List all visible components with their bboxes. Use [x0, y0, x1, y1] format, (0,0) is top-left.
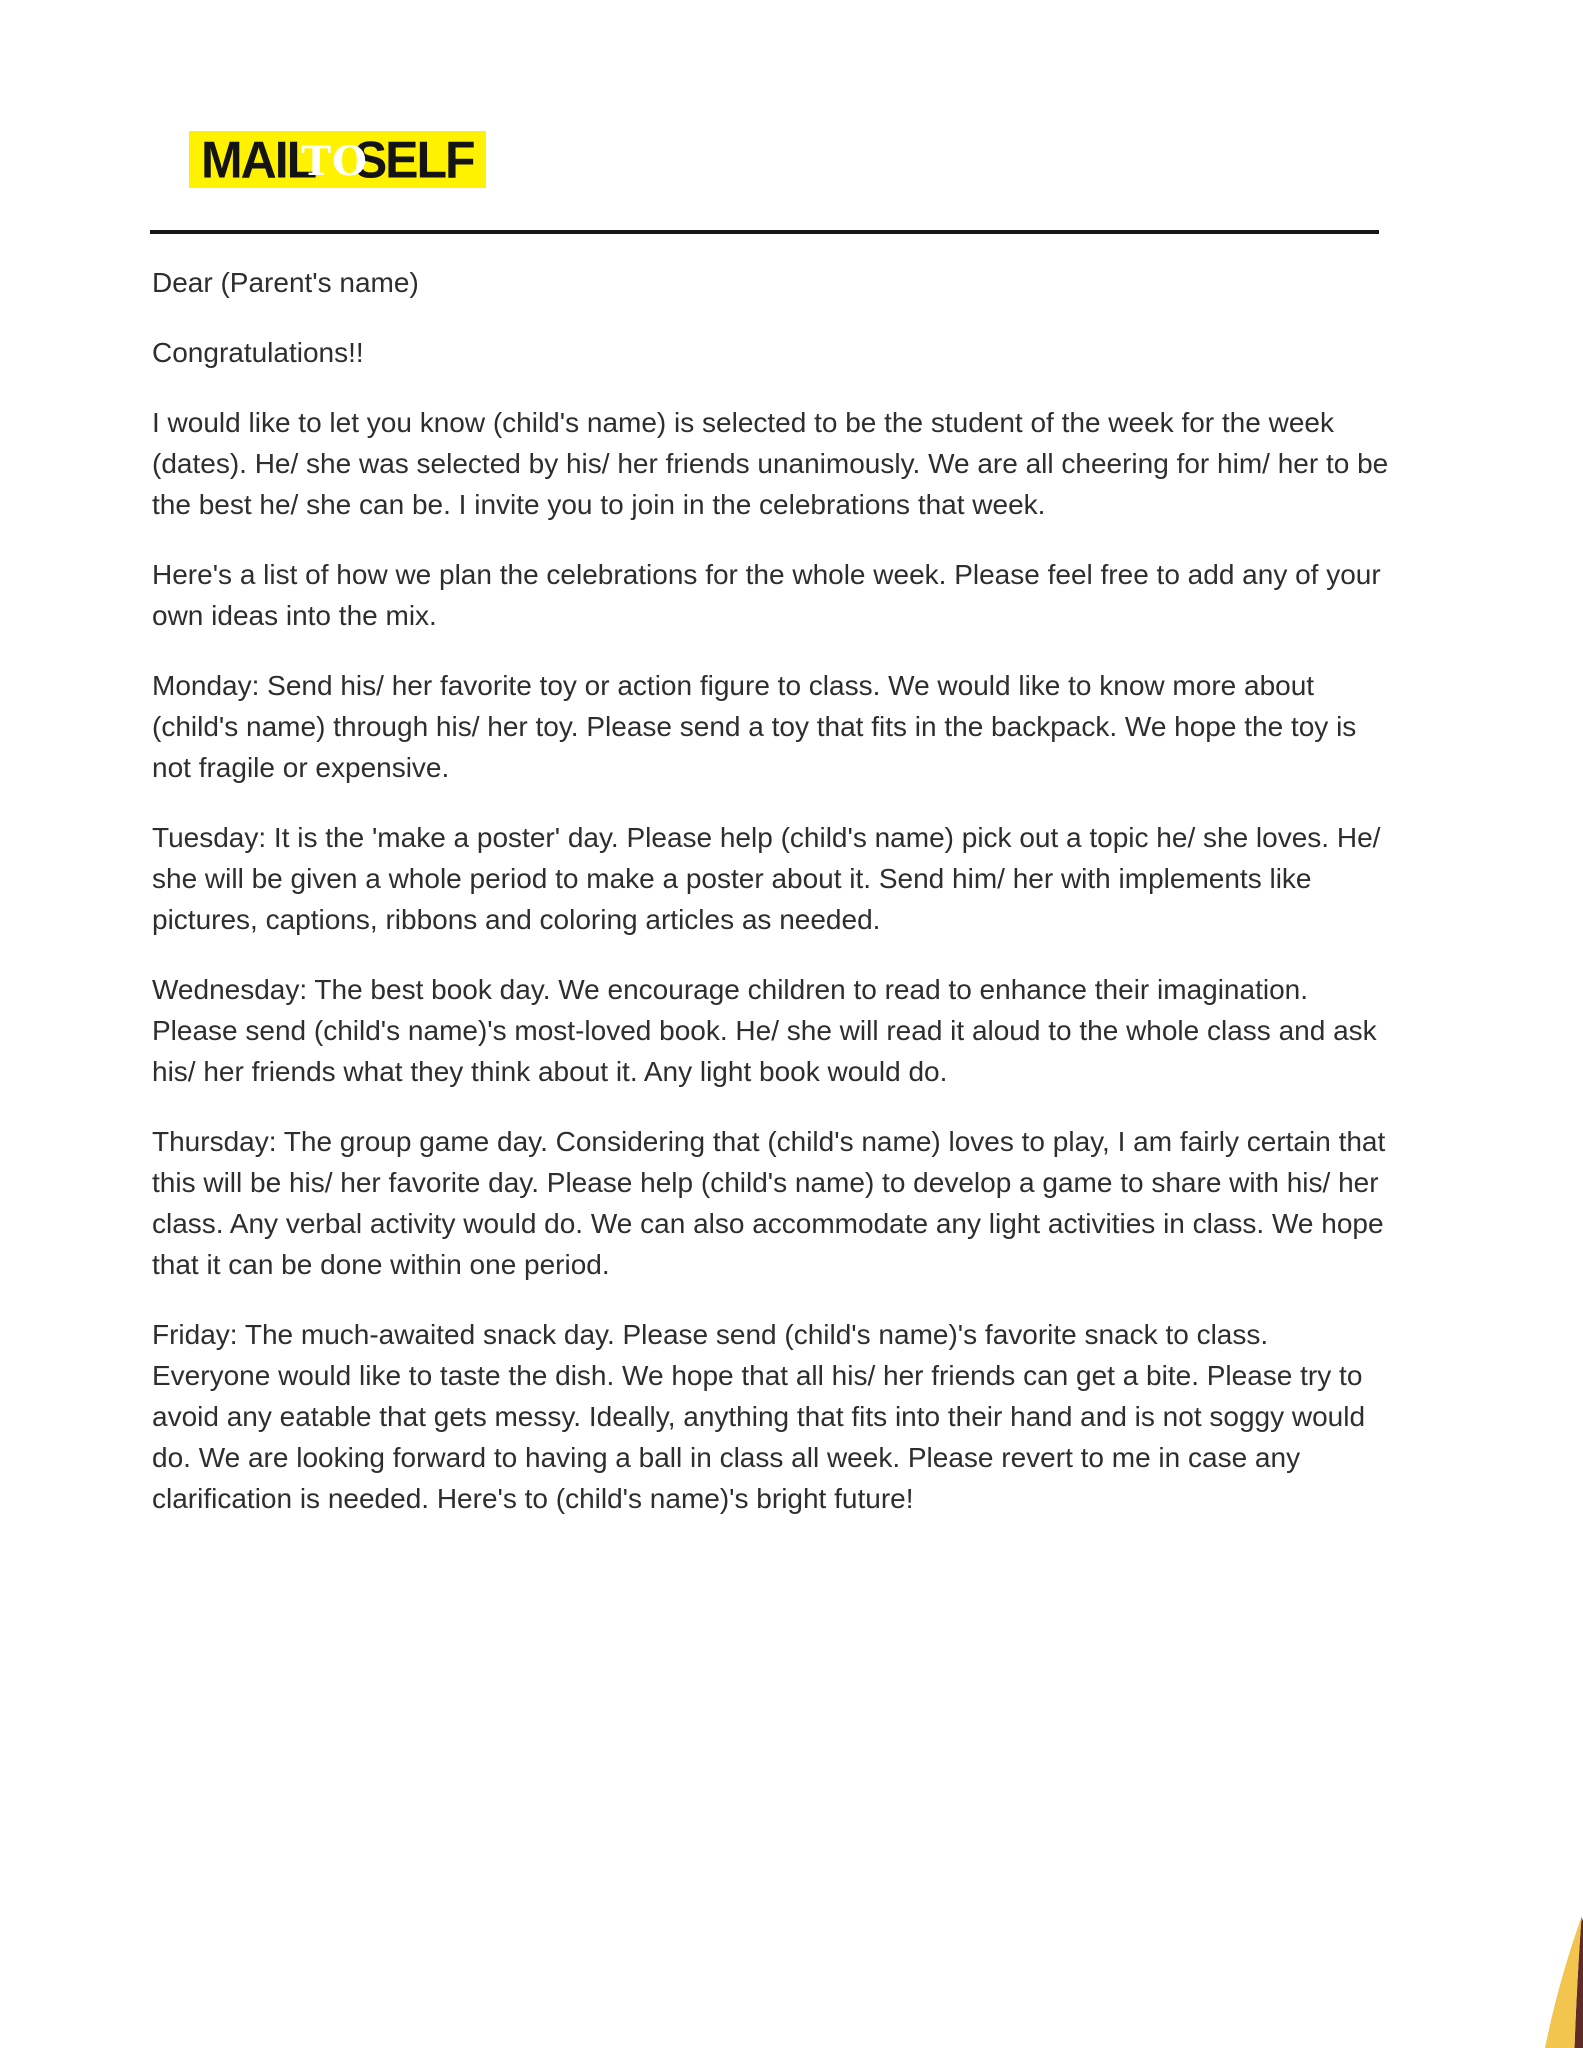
logo-word-mail: MAIL: [201, 130, 316, 189]
paragraph-monday: Monday: Send his/ her favorite toy or action figure to class. We would like to know more about (child's name) through his/ her toy. Please send a toy that fits in the backpack. We hope the toy is not fragile or expensive.: [152, 670, 1357, 783]
salutation: Dear (Parent's name): [152, 267, 419, 298]
paragraph-thursday: Thursday: The group game day. Considering that (child's name) loves to play, I am fairly certain that this will be his/ her favorite day. Please help (child's name) to develop a game to share with his/ her class. Any verbal activity would do. We can also accommodate any light activities in class. We hope that it can be done within one period.: [152, 1126, 1386, 1280]
logo-word-to: TO: [301, 137, 368, 185]
corner-swoosh-decoration: [1520, 1905, 1583, 2048]
logo-word-self: SELF: [353, 130, 474, 189]
mail-to-self-logo: [189, 131, 486, 188]
paragraph-friday: Friday: The much-awaited snack day. Please send (child's name)'s favorite snack to class. Everyone would like to taste the dish. We hope that all his/ her friends can get a bite. Please try to avoid any eatable that gets messy. Ideally, anything that fits into their hand and is not soggy would do. We are looking forward to having a ball in class all week. Please revert to me in case any clarification is needed. Here's to (child's name)'s bright future!: [152, 1319, 1366, 1514]
paragraph-week-plan: Here's a list of how we plan the celebrations for the whole week. Please feel free to add any of your own ideas into the mix.: [152, 559, 1381, 631]
letter-body: [152, 262, 1393, 1548]
paragraph-tuesday: Tuesday: It is the 'make a poster' day. Please help (child's name) pick out a topic he/ she loves. He/ she will be given a whole period to make a poster about it. Send him/ her with implements like pictures, captions, ribbons and coloring articles as needed.: [152, 822, 1381, 935]
paragraph-wednesday: Wednesday: The best book day. We encourage children to read to enhance their imagination. Please send (child's name)'s most-loved book. He/ she will read it aloud to the whole class and ask his/ her friends what they think about it. Any light book would do.: [152, 974, 1377, 1087]
header-divider: [150, 230, 1379, 234]
paragraph-intro: I would like to let you know (child's name) is selected to be the student of the week for the week (dates). He/ she was selected by his/ her friends unanimously. We are all cheering for him/ her to be the best he/ she can be. I invite you to join in the celebrations that week.: [152, 407, 1389, 520]
congratulations-line: Congratulations!!: [152, 337, 364, 368]
